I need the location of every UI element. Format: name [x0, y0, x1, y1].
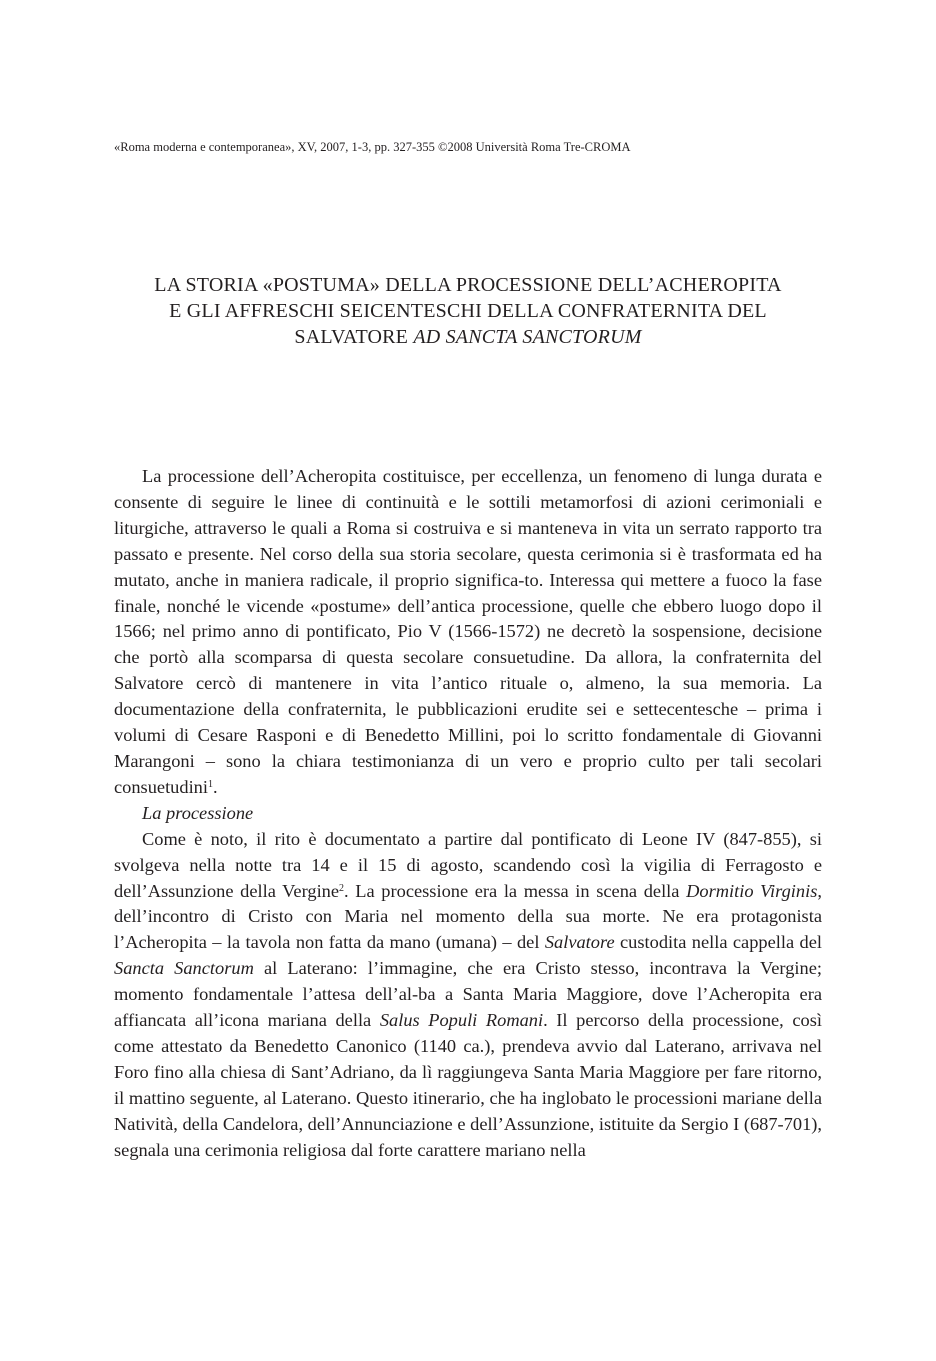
- title-line-2: E GLI AFFRESCHI SEICENTESCHI DELLA CONFRATERNITA DEL: [169, 300, 767, 322]
- article-title: [100, 272, 836, 350]
- paragraph-intro: [114, 464, 822, 801]
- para2-s3: , dell’incontro di Cristo con Maria nel momento della sua morte. Ne era protagonista l’Acheropita – la tavola non fatta da mano (umana) – del: [114, 880, 822, 953]
- para2-s1: Come è noto, il rito è documentato a partire dal pontificato di Leone IV (847-855), si svolgeva nella notte tra 14 e il 15 di agosto, scandendo così la vigilia di Ferragosto e dell’Assunzione della Vergine: [114, 828, 822, 901]
- para2-i1: Dormitio Virginis: [686, 880, 818, 901]
- footnote-ref-2[interactable]: 2: [339, 882, 345, 894]
- para2-i3: Sancta Sanctorum: [114, 958, 254, 979]
- body-text: [114, 464, 822, 1163]
- para2-s4: custodita nella cappella del: [614, 932, 822, 953]
- para2-s6: . Il percorso della processione, così come attestato da Benedetto Canonico (1140 ca.), prendeva avvio dal Laterano, arrivava nel Foro fino alla chiesa di Sant’Adriano, da lì raggiungeva Santa Maria Maggiore per fare ritorno, il mattino seguente, al Laterano. Questo itinerario, che ha inglobato le processioni mariane della Natività, della Candelora, dell’Annunciazione e dell’Assunzione, istituite da Sergio I (687-701), segnala una cerimonia religiosa dal forte carattere mariano nella: [114, 1010, 823, 1160]
- para2-s2: . La processione era la messa in scena della: [344, 880, 687, 901]
- para2-i4: Salus Populi Romani: [379, 1010, 544, 1031]
- footnote-ref-1[interactable]: 1: [207, 778, 213, 790]
- paragraph-intro-end: .: [212, 776, 218, 797]
- running-head: «Roma moderna e contemporanea», XV, 2007, 1-3, pp. 327-355 ©2008 Università Roma Tre-CROMA: [114, 140, 631, 154]
- title-line-3-plain: SALVATORE: [294, 326, 414, 348]
- section-heading: La processione: [142, 802, 254, 823]
- para2-s5: al Laterano: l’immagine, che era Cristo stesso, incontrava la Vergine; momento fondamentale l’attesa dell’al-ba a Santa Maria Maggiore, dove l’Acheropita era affiancata all’icona mariana della: [114, 958, 822, 1031]
- title-line-3: [100, 324, 836, 350]
- paragraph-intro-text: La processione dell’Acheropita costituisce, per eccellenza, un fenomeno di lunga durata e consente di seguire le linee di continuità e le sottili metamorfosi di azioni cerimoniali e liturgiche, attraverso le quali a Roma si costruiva e si manteneva in vita un serrato rapporto tra passato e presente. Nel corso della sua storia secolare, questa cerimonia si è trasformata ed ha mutato, anche in maniera radicale, il proprio significa-to. Interessa qui mettere a fuoco la fase finale, nonché le vicende «postume» dell’antica processione, quelle che ebbero luogo dopo il 1566; nel primo anno di pontificato, Pio V (1566-1572) ne decretò la sospensione, decisione che portò alla scomparsa di questa secolare consuetudine. Da allora, la confraternita del Salvatore cercò di mantenere in vita l’antico rituale o, almeno, la sua memoria. La documentazione della confraternita, le pubblicazioni erudite sei e settecentesche – prima i volumi di Cesare Rasponi e di Benedetto Millini, poi lo scritto fondamentale di Giovanni Marangoni – sono la chiara testimonianza di un vero e proprio culto per tali secolari consuetudini: [114, 466, 822, 797]
- title-line-1: LA STORIA «POSTUMA» DELLA PROCESSIONE DELL’ACHEROPITA: [154, 274, 782, 296]
- title-line-3-italic: AD SANCTA SANCTORUM: [413, 326, 642, 348]
- para2-i2: Salvatore: [544, 932, 615, 953]
- paragraph-processione: [114, 827, 822, 1164]
